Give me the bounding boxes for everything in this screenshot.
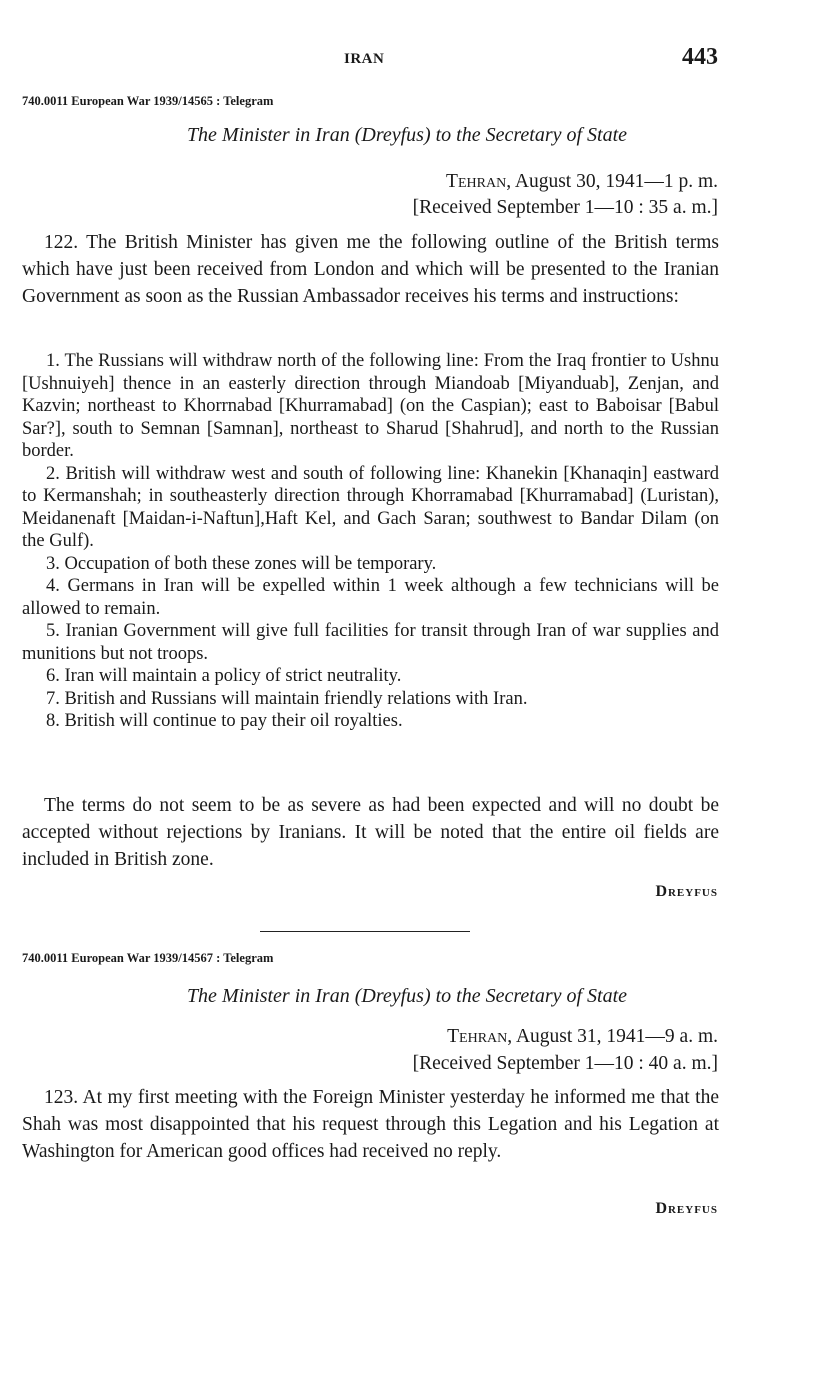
list-item: 5. Iranian Government will give full facilities for transit through Iran of war supplies and munitions but not troops. <box>22 621 719 664</box>
list-item: 6. Iran will maintain a policy of strict neutrality. <box>46 666 402 686</box>
dateline-date: , August 31, 1941—9 a. m. <box>507 1026 718 1047</box>
section-divider <box>260 931 470 932</box>
list-item: 8. British will continue to pay their oil royalties. <box>46 711 403 731</box>
dateline-place: Tehran <box>446 171 507 192</box>
received-line: [Received September 1—10 : 35 a. m.] <box>412 197 718 218</box>
signature: Dreyfus <box>655 883 718 900</box>
document-heading: The Minister in Iran (Dreyfus) to the Secretary of State <box>186 985 628 1007</box>
list-item: 4. Germans in Iran will be expelled within 1 week although a few technicians will be allowed to remain. <box>22 576 719 619</box>
closing-paragraph: The terms do not seem to be as severe as had been expected and will no doubt be accepted without rejections by Iranians. It will be noted that the entire oil fields are included in British zone. <box>22 795 719 870</box>
list-item: 2. British will withdraw west and south of following line: Khanekin [Khanaqin] eastward to Kermanshah; in southeasterly direction through Khorramabad [Khurramabad] (Luristan), Meidanenaft [Maidan-i-Naftun],Haft Kel, and Gach Saran; southwest to Bandar Dilam (on the Gulf). <box>22 463 719 551</box>
terms-list <box>22 350 719 733</box>
list-item: 3. Occupation of both these zones will be temporary. <box>46 553 437 574</box>
list-item: 7. British and Russians will maintain friendly relations with Iran. <box>46 688 528 709</box>
telegram-intro: 122. The British Minister has given me the following outline of the British terms which have just been received from London and which will be presented to the Iranian Government as soon as the Russian Ambassador receives his terms and instructions: <box>22 232 719 307</box>
file-reference: 740.0011 European War 1939/14565 : Telegram <box>22 94 274 108</box>
running-head <box>0 46 814 76</box>
running-title: IRAN <box>344 51 385 67</box>
signature: Dreyfus <box>655 1200 718 1217</box>
dateline <box>446 171 718 193</box>
dateline <box>447 1026 718 1048</box>
document-heading: The Minister in Iran (Dreyfus) to the Secretary of State <box>186 124 628 146</box>
page-number: 443 <box>682 44 718 70</box>
dateline-place: Tehran <box>447 1026 508 1047</box>
list-item: 1. The Russians will withdraw north of the following line: From the Iraq frontier to Ushnu [Ushnuiyeh] thence in an easterly direction through Miandoab [Miyanduab], Zenjan, and Kazvin; northeast to Khorrnabad [Khurramabad] (on the Caspian); east to Baboisar [Babul Sar?], south to Semnan [Samnan], northeast to Sharud [Shahrud], and north to the Russian border. <box>22 351 719 461</box>
file-reference: 740.0011 European War 1939/14567 : Telegram <box>22 951 274 965</box>
telegram-body: 123. At my first meeting with the Foreign Minister yesterday he informed me that the Shah was most disappointed that his request through this Legation and his Legation at Washington for American good offices had received no reply. <box>22 1087 719 1162</box>
received-line: [Received September 1—10 : 40 a. m.] <box>412 1053 718 1074</box>
dateline-date: , August 30, 1941—1 p. m. <box>506 171 718 192</box>
